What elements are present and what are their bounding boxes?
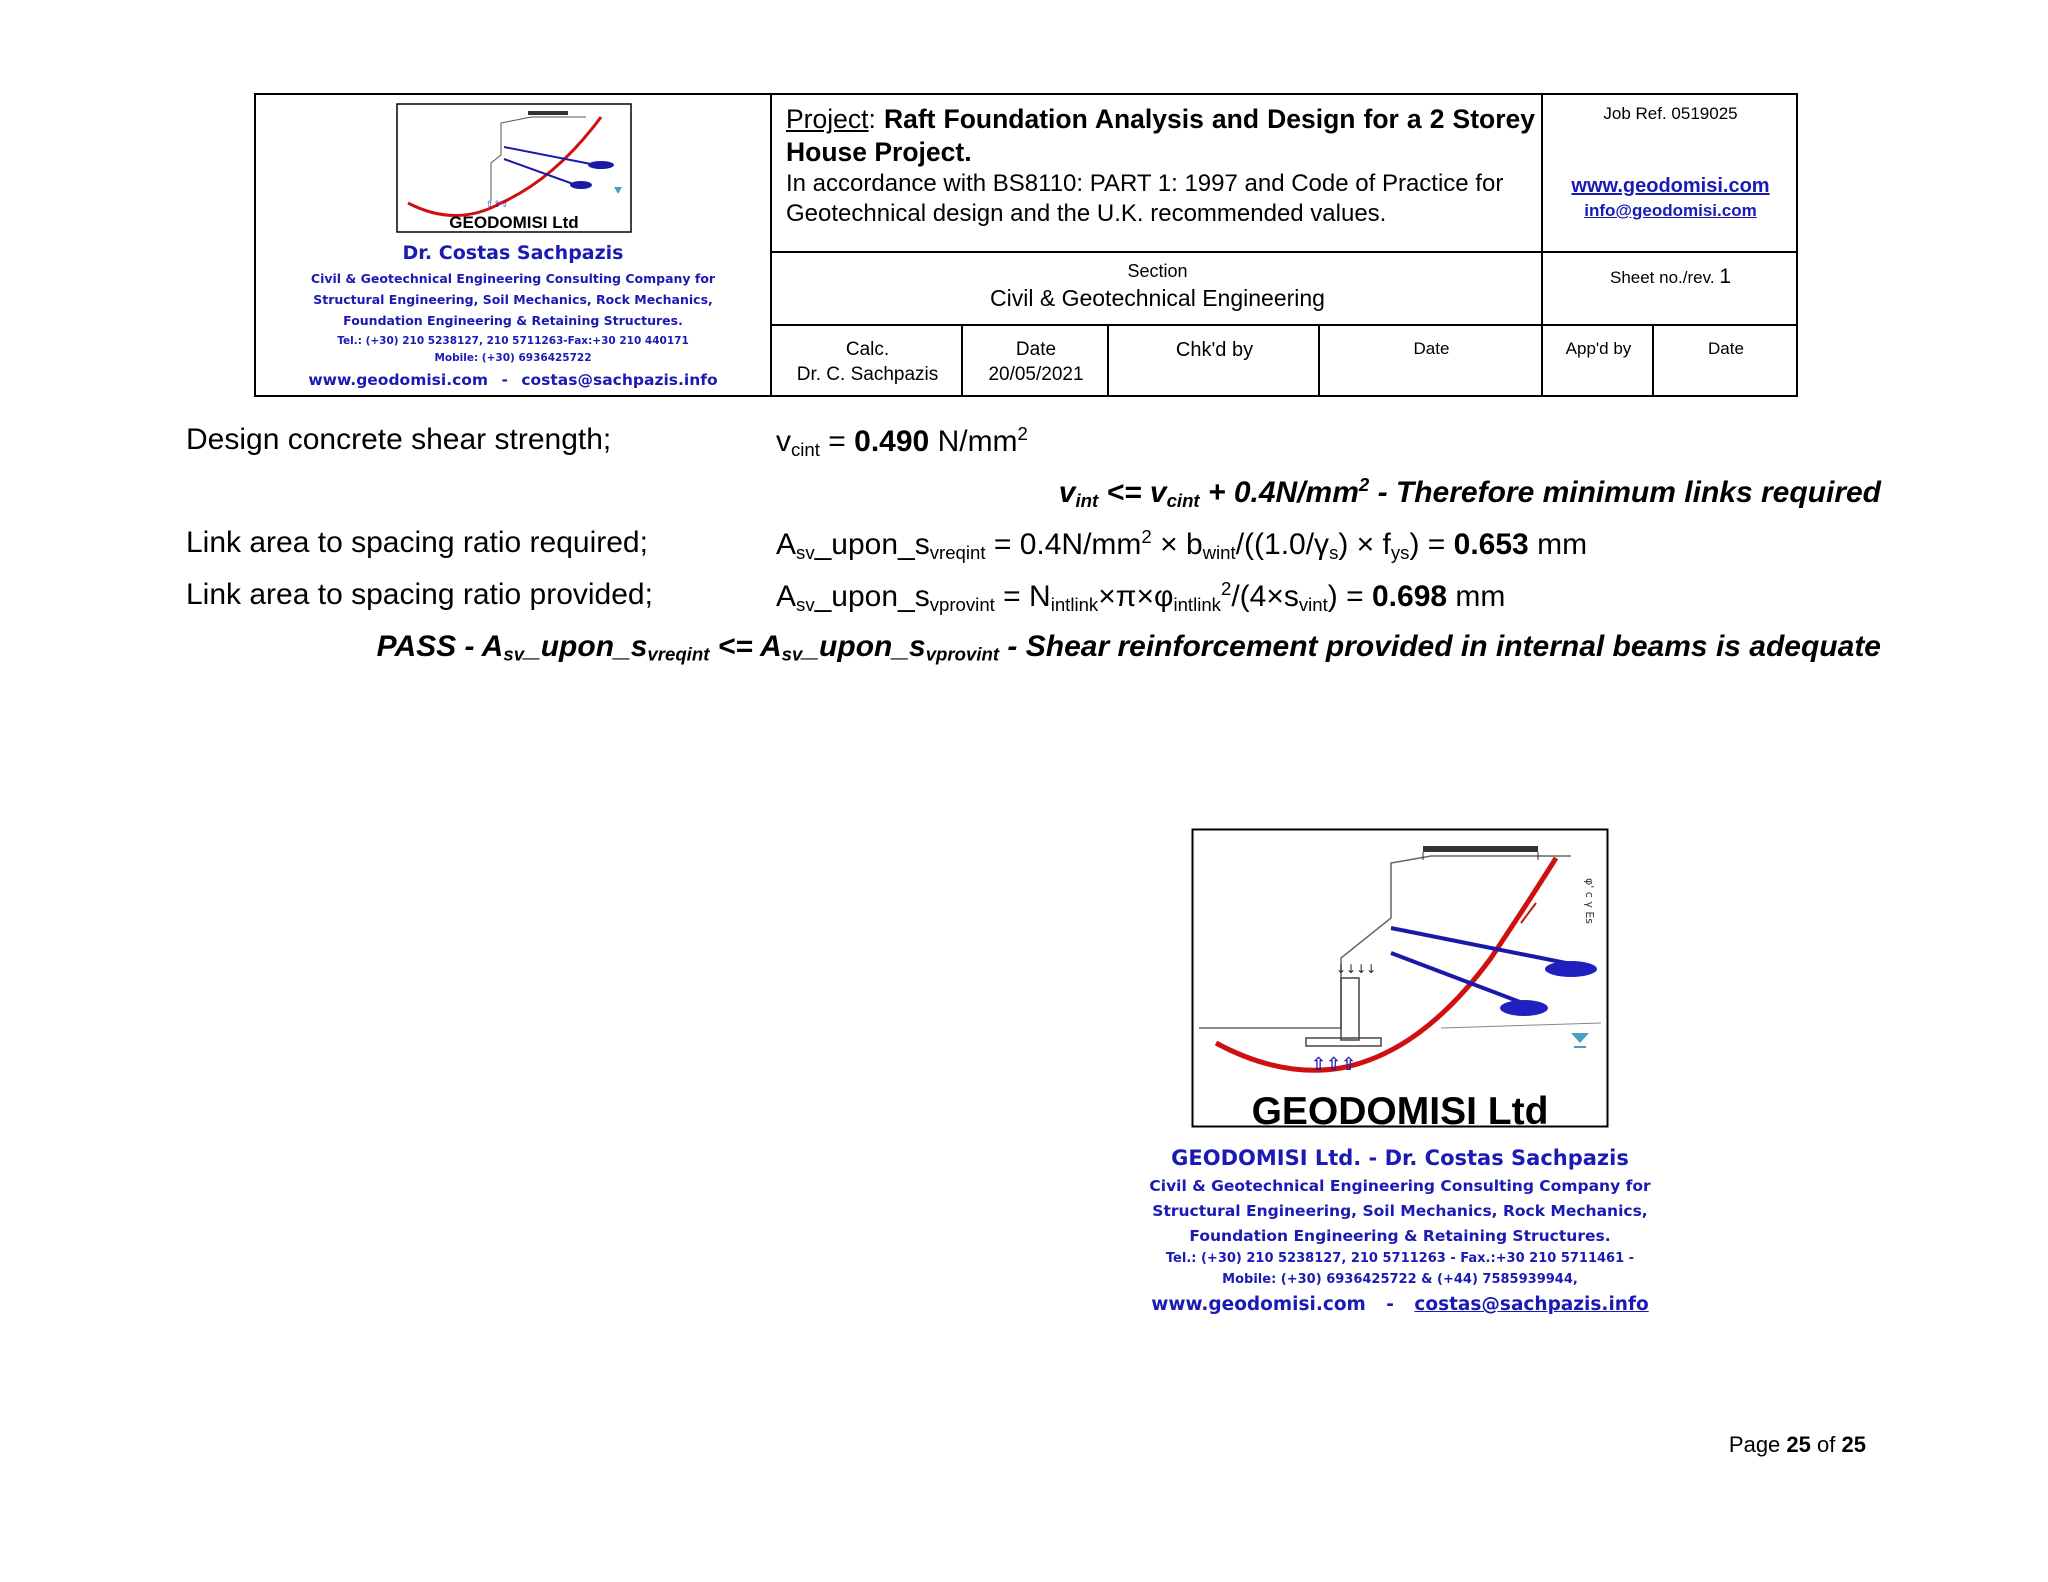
calc-value: Dr. C. Sachpazis (796, 364, 939, 385)
company-line3: Foundation Engineering & Retaining Structures. (343, 313, 683, 328)
page-of: of (1817, 1432, 1836, 1457)
row4-value: 0.698 (1371, 580, 1448, 614)
chkd-cell (1107, 324, 1318, 395)
chkd-date-cell (1318, 324, 1541, 395)
project-cell (770, 95, 1541, 251)
calc-date-value: 20/05/2021 (988, 364, 1084, 385)
project-colon: : (868, 104, 876, 134)
svg-text:⇧⇧⇧: ⇧⇧⇧ (486, 200, 509, 210)
company-tel: Tel.: (+30) 210 5238127, 210 5711263-Fax:+30 210 440171 (337, 335, 689, 347)
svg-text:↓↓↓↓: ↓↓↓↓ (1336, 962, 1377, 976)
company-contacts (256, 371, 770, 389)
job-web-link[interactable]: www.geodomisi.com (1571, 175, 1770, 197)
project-desc: In accordance with BS8110: PART 1: 1997 and Code of Practice for Geotechnical design and the U.K. recommended values. (786, 170, 1504, 227)
footer-line2: Structural Engineering, Soil Mechanics, Rock Mechanics, (1152, 1202, 1648, 1220)
footer-sep: - (1386, 1294, 1394, 1315)
section-cell (770, 251, 1541, 324)
chkd-label: Chk'd by (1175, 339, 1254, 361)
sheet-label: Sheet no./rev. (1609, 268, 1715, 287)
pass-line: PASS - $A_{sv}\_upon\_s_{vreqint}$ <= $A_{sv}\_upon\_s_{vprovint}$ - Shear reinforcement provided in internal beams is adequate (376, 630, 1881, 665)
sheet-cell (1541, 251, 1796, 324)
company-line1: Civil & Geotechnical Engineering Consulting Company for (310, 271, 716, 286)
row4-formula: $A_{sv}\_upon\_s_{vprovint} = N_{intlink}\times\pi\times\varphi_{intlink}^2/(4\times s_{vint}) = 0.698$ mm (776, 578, 1506, 615)
company-line2: Structural Engineering, Soil Mechanics, Rock Mechanics, (313, 292, 713, 307)
footer-line3: Foundation Engineering & Retaining Structures. (1189, 1227, 1611, 1245)
appd-label: App'd by (1565, 339, 1632, 358)
company-name: Dr. Costas Sachpazis (402, 242, 624, 264)
footer-contacts (1100, 1294, 1700, 1315)
footer-tel: Tel.: (+30) 210 5238127, 210 5711263 - Fax.:+30 210 5711461 - (1165, 1251, 1635, 1266)
calc-label: Calc. (845, 339, 890, 360)
footer-logo-image (1191, 828, 1609, 1128)
row3-label: Link area to spacing ratio required; (186, 526, 648, 559)
jobref-cell (1541, 95, 1796, 251)
footer-logo-text: GEODOMISI Ltd (1251, 1090, 1549, 1133)
footer-logo-block (1100, 828, 1700, 1328)
svg-text:φ' c γ Es: φ' c γ Es (1583, 878, 1596, 925)
row3-unit: mm (1537, 528, 1588, 562)
company-logo-text: GEODOMISI Ltd (449, 213, 579, 232)
company-web[interactable]: www.geodomisi.com (308, 371, 489, 389)
calc-cell (770, 324, 961, 395)
footer-line1: Civil & Geotechnical Engineering Consulting Company for (1149, 1177, 1651, 1195)
page-number (1729, 1432, 1866, 1458)
svg-text:⇧⇧⇧: ⇧⇧⇧ (1311, 1054, 1357, 1075)
company-cell (256, 95, 770, 395)
job-email-link[interactable]: info@geodomisi.com (1584, 201, 1757, 220)
footer-email[interactable]: costas@sachpazis.info (1414, 1294, 1649, 1315)
page-total: 25 (1841, 1432, 1866, 1457)
row2-statement-line: $v_{int} <= v_{cint} + 0.4N/mm^2$ - Therefore minimum links required (1058, 474, 1881, 511)
header-table (254, 93, 1798, 397)
row1-unit: N/mm (937, 425, 1018, 459)
project-title: Raft Foundation Analysis and Design for a 2 Storey House Project. (786, 104, 1535, 167)
chkd-date-label: Date (1413, 339, 1450, 358)
footer-web[interactable]: www.geodomisi.com (1151, 1294, 1366, 1315)
row1-label: Design concrete shear strength; (186, 423, 612, 456)
row1-value: 0.490 (854, 425, 930, 459)
row3-formula: $A_{sv}\_upon\_s_{vreqint} = 0.4N/mm^2 \times b_{wint}/((1.0/\gamma_s) \times f_{ys}) = 0.653$ mm (776, 526, 1588, 563)
company-email[interactable]: costas@sachpazis.info (521, 371, 718, 389)
row1-formula: $v_{cint} = 0.490$ $N/mm^2$ (776, 423, 1028, 460)
appd-cell (1541, 324, 1652, 395)
row4-unit: mm (1455, 580, 1506, 614)
sheet-line (1543, 265, 1798, 289)
calc-date-cell (961, 324, 1107, 395)
page-current: 25 (1786, 1432, 1811, 1457)
sheet-value: 1 (1719, 265, 1731, 288)
appd-date-cell (1652, 324, 1796, 395)
job-email-wrap (1543, 201, 1798, 221)
row2-statement: - Therefore minimum links required (1377, 476, 1881, 510)
company-mobile: Mobile: (+30) 6936425722 (434, 352, 592, 364)
project-title-line (786, 103, 1535, 169)
footer-company-name: GEODOMISI Ltd. - Dr. Costas Sachpazis (1171, 1146, 1629, 1170)
calc-date-label: Date (1015, 339, 1057, 360)
project-label: Project (786, 104, 869, 134)
job-web-wrap (1543, 175, 1798, 198)
job-ref: Job Ref. 0519025 (1603, 104, 1738, 123)
section-label: Section (1127, 261, 1188, 281)
row4-label: Link area to spacing ratio provided; (186, 578, 653, 611)
page-label: Page (1728, 1432, 1781, 1457)
company-sep: - (501, 371, 508, 389)
pass-text: - Shear reinforcement provided in internal beams is adequate (1007, 630, 1881, 663)
footer-mobile: Mobile: (+30) 6936425722 & (+44) 7585939944, (1222, 1272, 1578, 1287)
section-value: Civil & Geotechnical Engineering (990, 285, 1325, 311)
appd-date-label: Date (1708, 339, 1744, 358)
row3-value: 0.653 (1453, 528, 1529, 562)
